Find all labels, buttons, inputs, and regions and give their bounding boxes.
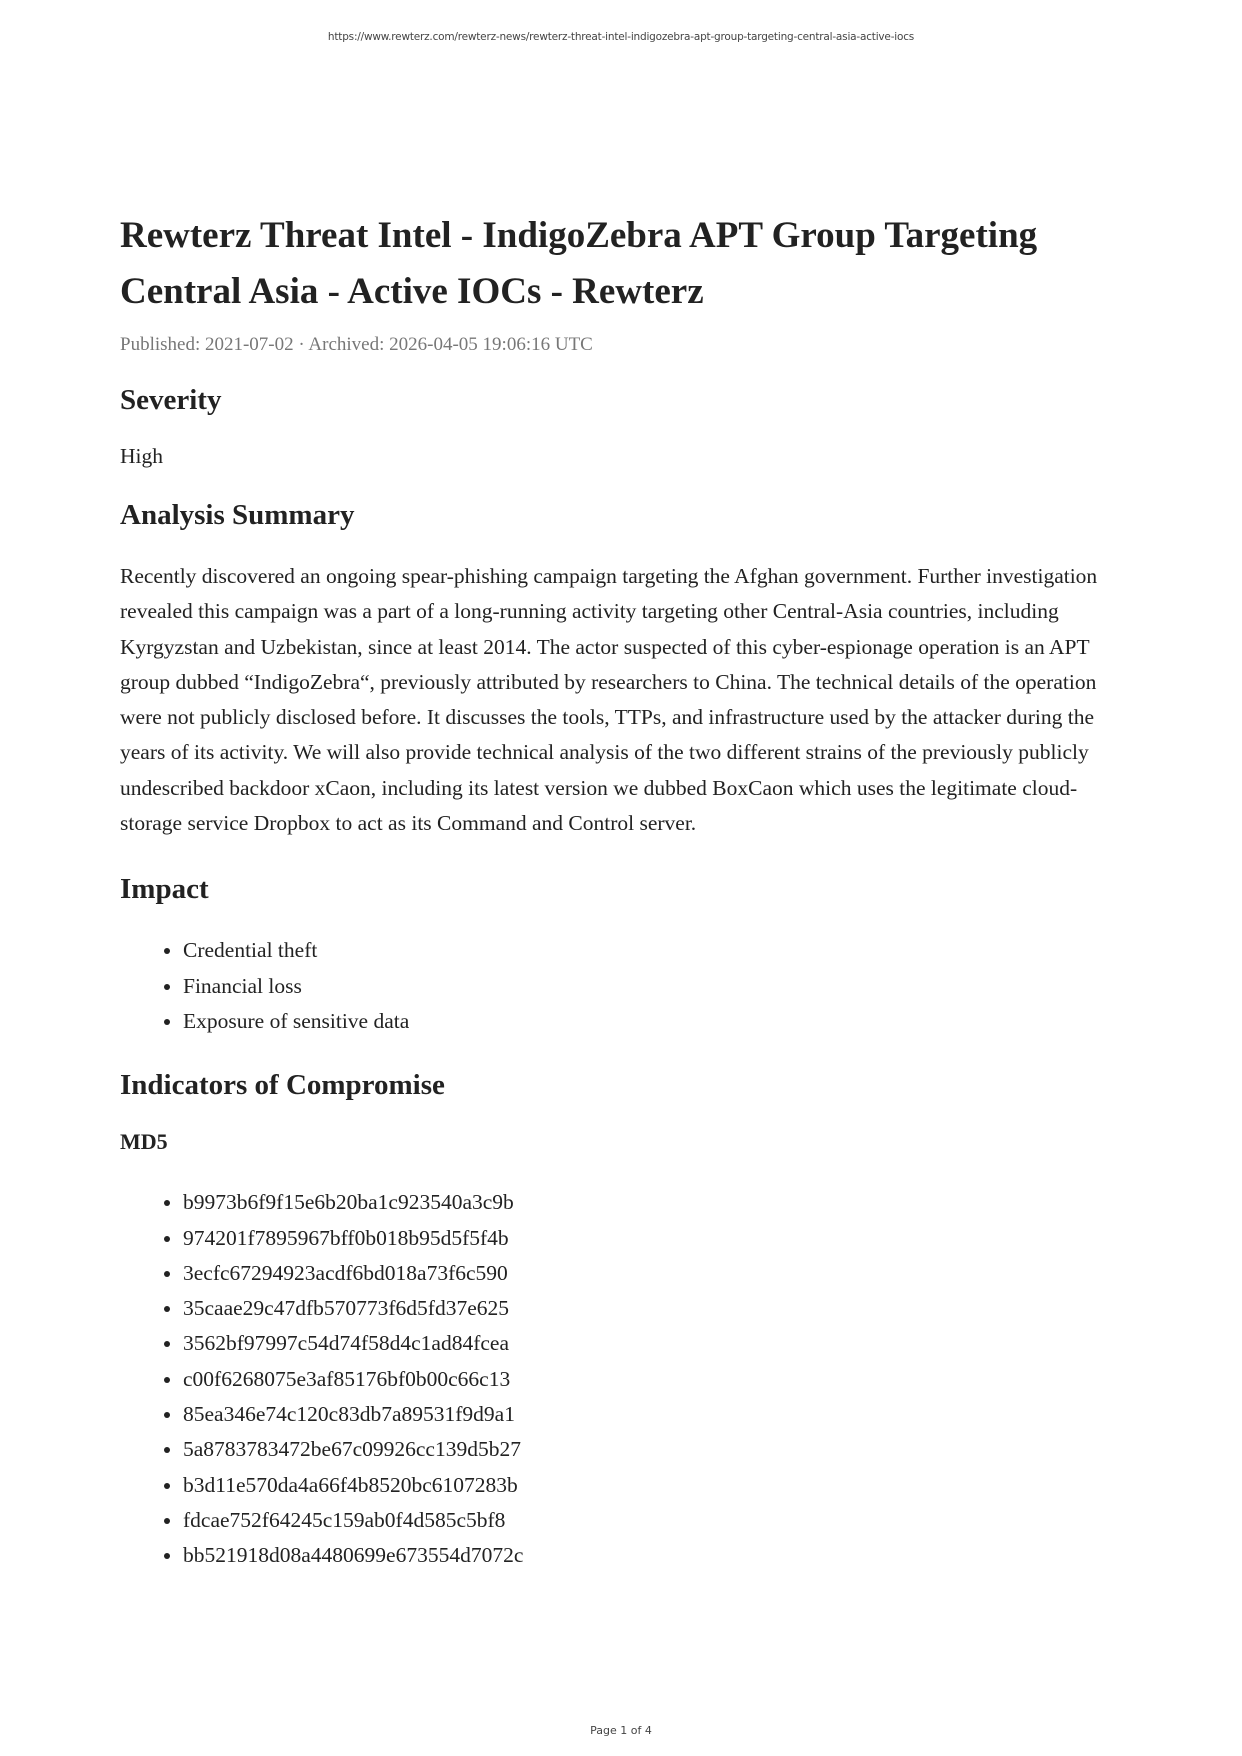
iocs-heading: Indicators of Compromise bbox=[120, 1069, 445, 1102]
severity-heading: Severity bbox=[120, 384, 222, 416]
list-item: • Financial loss bbox=[183, 969, 1130, 1004]
list-item: • 5a8783783472be67c09926cc139d5b27 bbox=[183, 1432, 1130, 1467]
list-item: • b3d11e570da4a66f4b8520bc6107283b bbox=[183, 1468, 1130, 1503]
impact-heading: Impact bbox=[120, 873, 209, 906]
analysis-heading: Analysis Summary bbox=[120, 499, 355, 531]
list-item: • 35caae29c47dfb570773f6d5fd37e625 bbox=[183, 1291, 1130, 1326]
list-item: • 85ea346e74c120c83db7a89531f9d9a1 bbox=[183, 1397, 1130, 1432]
list-item: • 3562bf97997c54d74f58d4c1ad84fcea bbox=[183, 1326, 1130, 1361]
page-title: Rewterz Threat Intel - IndigoZebra APT Group Targeting Central Asia - Active IOCs - Rewterz bbox=[120, 215, 1038, 312]
article bbox=[120, 208, 1130, 1600]
list-item: • Exposure of sensitive data bbox=[183, 1004, 1130, 1039]
list-item: • 3ecfc67294923acdf6bd018a73f6c590 bbox=[183, 1256, 1130, 1291]
page-url: https://www.rewterz.com/rewterz-news/rewterz-threat-intel-indigozebra-apt-group-targeting-central-asia-active-iocs bbox=[327, 31, 915, 43]
list-item: • bb521918d08a4480699e673554d7072c bbox=[183, 1538, 1130, 1573]
severity-value: High bbox=[120, 444, 163, 468]
list-item: • fdcae752f64245c159ab0f4d585c5bf8 bbox=[183, 1503, 1130, 1538]
md5-heading: MD5 bbox=[120, 1129, 168, 1155]
list-item: • b9973b6f9f15e6b20ba1c923540a3c9b bbox=[183, 1185, 1130, 1220]
analysis-text: Recently discovered an ongoing spear-phishing campaign targeting the Afghan government. Further investigation revealed this campaign was a part of a long-running activity targeting other Central-Asia countries, including Kyrgyzstan and Uzbekistan, since at least 2014. The actor suspected of this cyber-espionage operation is an APT group dubbed “IndigoZebra“, previously attributed by researchers to China. The technical details of the operation were not publicly disclosed before. It discusses the tools, TTPs, and infrastructure used by the attacker during the years of its activity. We will also provide technical analysis of the two different strains of the previously publicly undescribed backdoor xCaon, including its latest version we dubbed BoxCaon which uses the legitimate cloud-storage service Dropbox to act as its Command and Control server. bbox=[120, 564, 1098, 836]
page-number: Page 1 of 4 bbox=[590, 1724, 652, 1737]
list-item: • c00f6268075e3af85176bf0b00c66c13 bbox=[183, 1362, 1130, 1397]
list-item: • 974201f7895967bff0b018b95d5f5f4b bbox=[183, 1221, 1130, 1256]
md5-list bbox=[120, 1185, 1130, 1573]
publish-meta: Published: 2021-07-02 · Archived: 2026-04-05 19:06:16 UTC bbox=[120, 334, 593, 355]
impact-list bbox=[120, 933, 1130, 1039]
list-item: • Credential theft bbox=[183, 933, 1130, 968]
